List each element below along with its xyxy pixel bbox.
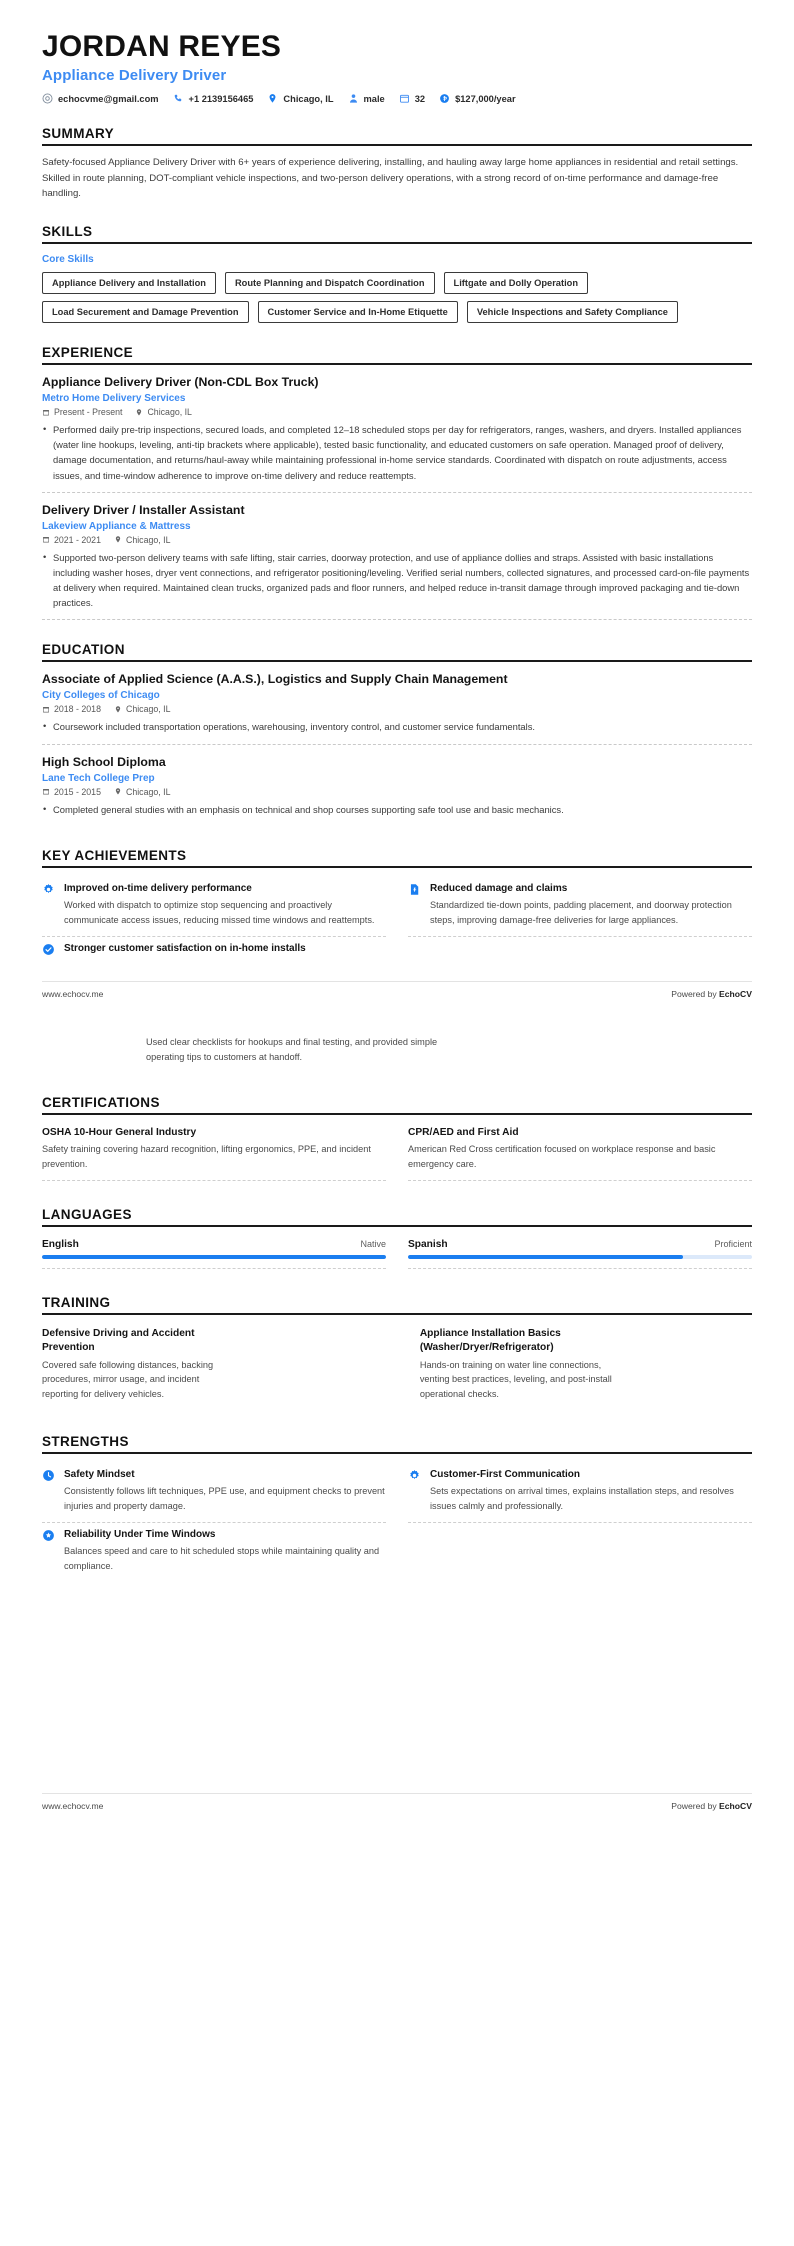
person-icon (348, 93, 359, 104)
certifications-grid (42, 1124, 752, 1181)
clock-icon (42, 1469, 55, 1482)
training-title: Appliance Installation Basics (Washer/Dryer/Refrigerator) (419, 1328, 561, 1353)
footer-brand (671, 989, 752, 999)
document-icon (408, 883, 421, 896)
skills-chip-list (42, 272, 752, 323)
education-title: Associate of Applied Science (A.A.S.), Logistics and Supply Chain Management (42, 672, 508, 687)
achievement-desc: Used clear checklists for hookups and final testing, and provided simple operating tips to customers at handoff. (146, 1037, 438, 1063)
experience-dates (42, 407, 122, 417)
strength-title: Safety Mindset (64, 1468, 135, 1480)
experience-heading: EXPERIENCE (42, 345, 134, 361)
resume-header (42, 30, 752, 104)
certification-desc: Safety training covering hazard recognition, lifting ergonomics, PPE, and incident prevention. (42, 1143, 371, 1169)
section-languages (42, 1207, 752, 1269)
bullet: • Coursework included transportation operations, warehousing, inventory control, and customer service fundamentals. (42, 719, 752, 734)
summary-text: Safety-focused Appliance Delivery Driver with 6+ years of experience delivering, installing, and hauling away large home appliances in residential and retail settings. Skilled in route planning, DOT-compliant vehicle inspections, and two-person delivery operations, with a strong record of on-time performance and damage-free handling. (42, 157, 739, 200)
calendar-icon (42, 705, 50, 714)
experience-location (114, 535, 171, 545)
language-progress-bar (408, 1255, 752, 1259)
achievement-spacer (408, 937, 752, 967)
languages-grid (42, 1236, 752, 1269)
location-pin-icon (135, 408, 143, 417)
education-location-value: Chicago, IL (125, 704, 171, 715)
experience-title: Delivery Driver / Installer Assistant (42, 502, 245, 517)
footer-website[interactable]: www.echocv.me (42, 1800, 104, 1811)
experience-dates-value: Present - Present (54, 407, 123, 418)
education-entry (42, 672, 752, 744)
footer-brand-name: EchoCV (719, 1800, 752, 1811)
location-pin-icon (114, 535, 122, 544)
achievement-title: Improved on-time delivery performance (64, 882, 252, 894)
contact-phone-value: +1 2139156465 (188, 93, 254, 104)
language-name: English (42, 1239, 79, 1251)
training-grid (42, 1324, 752, 1408)
contact-phone[interactable] (173, 93, 254, 104)
skills-rule (42, 242, 752, 244)
section-training (42, 1295, 752, 1408)
location-pin-icon (267, 93, 278, 104)
strength-desc: Consistently follows lift techniques, PPE use, and equipment checks to prevent injuries and property damage. (64, 1485, 385, 1511)
experience-rule (42, 363, 752, 365)
strength-spacer (408, 1523, 752, 1582)
section-key-achievements (42, 848, 752, 967)
education-org: City Colleges of Chicago (42, 690, 160, 702)
contact-salary-value: $127,000/year (455, 93, 516, 104)
certification-title: CPR/AED and First Aid (408, 1126, 519, 1138)
footer-powered-prefix: Powered by (671, 989, 720, 1000)
email-icon (42, 93, 53, 104)
skill-chip: Customer Service and In-Home Etiquette (258, 301, 458, 323)
calendar-icon (42, 535, 50, 544)
page-footer (42, 1793, 752, 1811)
education-meta (42, 704, 752, 714)
achievement-item (42, 937, 386, 967)
location-pin-icon (114, 705, 122, 714)
certification-item (42, 1124, 386, 1181)
contact-email[interactable] (42, 93, 159, 104)
contact-email-value: echocvme@gmail.com (58, 93, 159, 104)
education-title: High School Diploma (42, 754, 166, 769)
language-name: Spanish (408, 1239, 448, 1251)
phone-icon (173, 93, 184, 104)
star-icon (42, 1529, 55, 1542)
language-progress-bar (42, 1255, 386, 1259)
achievements-grid (42, 877, 752, 967)
section-summary (42, 126, 752, 202)
section-experience (42, 345, 752, 620)
certification-item (408, 1124, 752, 1181)
skill-chip: Liftgate and Dolly Operation (444, 272, 588, 294)
footer-brand-name: EchoCV (719, 989, 752, 1000)
summary-rule (42, 144, 752, 146)
calendar-icon (42, 408, 50, 417)
language-level: Proficient (714, 1239, 752, 1250)
certification-title: OSHA 10-Hour General Industry (42, 1126, 197, 1138)
language-item (408, 1236, 752, 1269)
skill-chip: Appliance Delivery and Installation (42, 272, 216, 294)
achievement-item (42, 877, 386, 937)
experience-org: Metro Home Delivery Services (42, 393, 186, 405)
education-entry (42, 755, 752, 826)
contact-location-value: Chicago, IL (283, 93, 334, 104)
check-circle-icon (42, 943, 55, 956)
education-location-value: Chicago, IL (125, 786, 171, 797)
summary-heading: SUMMARY (42, 126, 115, 141)
contact-gender-value: male (363, 93, 385, 104)
page-title: JORDAN REYES (42, 30, 282, 63)
section-skills (42, 224, 752, 323)
education-dates (42, 787, 101, 797)
achievement-title: Stronger customer satisfaction on in-home installs (64, 943, 306, 955)
skills-group-label: Core Skills (42, 253, 94, 265)
language-row (408, 1239, 752, 1250)
language-level: Native (360, 1239, 386, 1250)
language-item (42, 1236, 386, 1269)
education-org: Lane Tech College Prep (42, 772, 155, 784)
strength-desc: Sets expectations on arrival times, explains installation steps, and resolves issues calmly and professionally. (430, 1485, 734, 1511)
achievement-desc: Standardized tie-down points, padding placement, and doorway protection steps, improving damage-free deliveries for large appliances. (430, 899, 732, 925)
salary-icon (439, 93, 450, 104)
achievements-heading: KEY ACHIEVEMENTS (42, 847, 187, 863)
footer-powered-prefix: Powered by (671, 1800, 720, 1811)
strengths-heading: STRENGTHS (42, 1433, 129, 1449)
contact-salary (439, 93, 516, 104)
education-dates-value: 2015 - 2015 (54, 786, 101, 797)
strength-title: Customer-First Communication (430, 1468, 581, 1480)
experience-org: Lakeview Appliance & Mattress (42, 520, 191, 532)
strength-desc: Balances speed and care to hit scheduled stops while maintaining quality and compliance. (64, 1546, 380, 1572)
languages-rule (42, 1225, 752, 1227)
contact-gender (348, 93, 385, 104)
training-desc: Covered safe following distances, backing procedures, mirror usage, and incident reporting for delivery vehicles. (42, 1359, 214, 1400)
education-bullets (42, 802, 752, 817)
training-rule (42, 1313, 752, 1315)
achievement-desc-continuation-block (42, 1035, 752, 1064)
strengths-rule (42, 1452, 752, 1454)
training-item (420, 1324, 752, 1408)
skill-chip: Vehicle Inspections and Safety Compliance (467, 301, 678, 323)
strength-item (408, 1463, 752, 1523)
training-title: Defensive Driving and Accident Prevention (42, 1328, 195, 1353)
experience-bullets (42, 422, 752, 482)
certifications-heading: CERTIFICATIONS (42, 1094, 160, 1110)
section-education (42, 642, 752, 826)
bullet: • Completed general studies with an emphasis on technical and shop courses supporting safe tool use and basic mechanics. (42, 802, 752, 817)
experience-dates-value: 2021 - 2021 (54, 534, 101, 545)
location-pin-icon (114, 787, 122, 796)
achievement-item (408, 877, 752, 937)
education-dates-value: 2018 - 2018 (54, 704, 101, 715)
language-row (42, 1239, 386, 1250)
experience-location-value: Chicago, IL (147, 407, 192, 418)
section-certifications (42, 1095, 752, 1181)
contact-age (399, 93, 425, 104)
skill-chip: Route Planning and Dispatch Coordination (225, 272, 435, 294)
page-footer (42, 981, 752, 999)
education-dates (42, 704, 101, 714)
strength-item (42, 1463, 386, 1523)
experience-meta (42, 535, 752, 545)
education-location (114, 787, 171, 797)
education-rule (42, 660, 752, 662)
skill-chip: Load Securement and Damage Prevention (42, 301, 249, 323)
bullet: • Performed daily pre-trip inspections, secured loads, and completed 12–18 scheduled stops per day for refrigerators, ranges, washers, and dryers. Installed appliances (water line hookups, leveling, anti-tip brackets where applicable), tested basic functionality, and educated customers on safe operation. Managed proof of delivery, damage documentation, and returns/haul-away while maintaining professional in-home service standards. Coordinated with dispatch on route adjustments, access issues, and time-window adherence to improve on-time delivery and reduce reattempts. (42, 422, 752, 482)
contact-age-value: 32 (414, 93, 426, 104)
bullet: • Supported two-person delivery teams with safe lifting, stair carries, doorway protection, and use of appliance dollies and straps. Assisted with basic installations including washer hoses, dryer vent connections, and refrigerator positioning/leveling. Verified serial numbers, collected signatures, and processed card-on-file payments at delivery when required. Maintained clean trucks, organized pads and floor runners, and helped reduce in-transit damage through improved packaging and tie-down practices. (42, 550, 752, 610)
education-bullets (42, 719, 752, 734)
education-heading: EDUCATION (42, 642, 125, 658)
calendar-icon (399, 93, 410, 104)
gear-icon (408, 1469, 421, 1482)
achievements-rule (42, 866, 752, 868)
certifications-rule (42, 1113, 752, 1115)
certification-desc: American Red Cross certification focused on workplace response and basic emergency care. (408, 1143, 716, 1169)
strength-title: Reliability Under Time Windows (64, 1529, 216, 1541)
strength-item (42, 1523, 386, 1582)
experience-dates (42, 535, 101, 545)
experience-location-value: Chicago, IL (125, 534, 171, 545)
experience-title: Appliance Delivery Driver (Non-CDL Box Truck) (42, 375, 319, 390)
header-job-title: Appliance Delivery Driver (42, 67, 227, 84)
contact-location (267, 93, 333, 104)
experience-meta (42, 407, 752, 417)
section-strengths (42, 1434, 752, 1583)
education-location (114, 704, 171, 714)
training-desc: Hands-on training on water line connections, venting best practices, leveling, and post-install operational checks. (419, 1359, 612, 1400)
achievement-title: Reduced damage and claims (430, 882, 568, 894)
experience-location (135, 407, 192, 417)
training-heading: TRAINING (42, 1295, 111, 1311)
bottom-spacer (42, 1583, 752, 1793)
footer-website[interactable]: www.echocv.me (42, 989, 104, 1000)
calendar-icon (42, 787, 50, 796)
achievement-desc: Worked with dispatch to optimize stop sequencing and proactively communicate access issues, reducing missed time windows and reattempts. (64, 899, 375, 925)
contact-row (42, 93, 752, 104)
training-item (42, 1324, 402, 1408)
experience-entry (42, 375, 752, 493)
languages-heading: LANGUAGES (42, 1207, 132, 1223)
skills-heading: SKILLS (42, 223, 93, 239)
footer-brand (671, 1801, 752, 1811)
strengths-grid (42, 1463, 752, 1583)
gear-icon (42, 883, 55, 896)
experience-entry (42, 503, 752, 621)
education-meta (42, 787, 752, 797)
experience-bullets (42, 550, 752, 610)
